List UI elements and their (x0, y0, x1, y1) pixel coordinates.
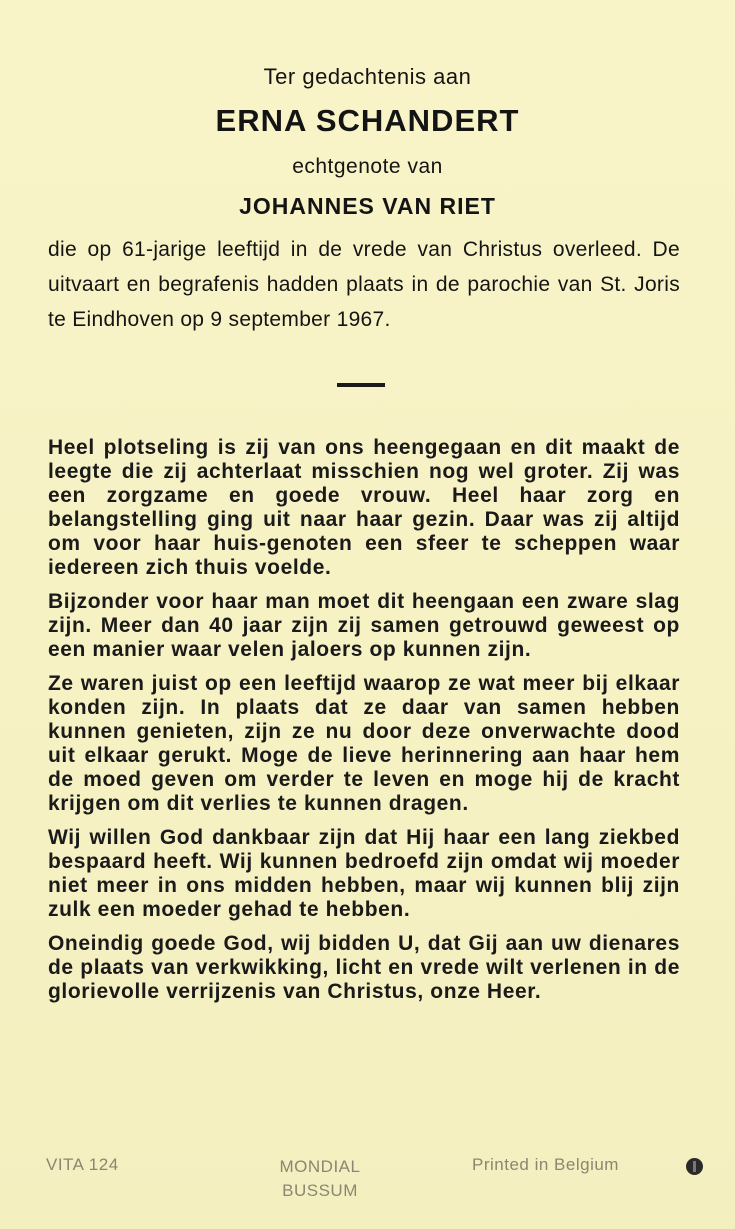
deceased-name: ERNA SCHANDERT (215, 103, 520, 138)
publisher (250, 1155, 390, 1203)
paragraph: Ze waren juist op een leeftijd waarop ze wat meer bij elkaar konden zijn. In plaats dat ze daar van samen hebben kunnen genieten, zijn ze nu door deze onverwachte dood uit elkaar gerukt. Moge de lieve herinnering aan haar hem de moed geven om verder te leven en moge hij de kracht krijgen om dit verlies te kunnen dragen. (48, 672, 680, 815)
divider (337, 383, 385, 387)
publisher-name: MONDIAL (279, 1157, 361, 1176)
spouse-name: JOHANNES VAN RIET (239, 193, 496, 219)
print-code: VITA 124 (46, 1155, 119, 1174)
paragraph: Heel plotseling is zij van ons heengegaan en dit maakt de leegte die zij achterlaat misschien nog wel groter. Zij was een zorgzame en goede vrouw. Heel haar zorg en belangstelling ging uit naar haar gezin. Daar was zij altijd om voor haar huis-genoten een sfeer te scheppen waar iedereen zich thuis voelde. (48, 436, 680, 579)
paragraph: Oneindig goede God, wij bidden U, dat Gij aan uw dienares de plaats van verkwikking, licht en vrede wilt verlenen in de glorievolle verrijzenis van Christus, onze Heer. (48, 932, 680, 1003)
obituary-text: die op 61-jarige leeftijd in de vrede van Christus overleed. De uitvaart en begrafenis hadden plaats in de parochie van St. Joris te Eindhoven op 9 september 1967. (48, 238, 680, 331)
paragraph: Bijzonder voor haar man moet dit heengaan een zware slag zijn. Meer dan 40 jaar zijn zij samen getrouwd geweest op een manier waar velen jaloers op kunnen zijn. (48, 590, 680, 661)
spouse-intro: echtgenote van (292, 155, 443, 178)
printed-in: Printed in Belgium (472, 1155, 619, 1174)
printer-emblem-icon (686, 1158, 703, 1175)
memorial-intro: Ter gedachtenis aan (263, 64, 472, 89)
memorial-text (48, 436, 680, 1014)
publisher-city: BUSSUM (282, 1181, 358, 1200)
paragraph: Wij willen God dankbaar zijn dat Hij haar een lang ziekbed bespaard heeft. Wij kunnen bedroefd zijn omdat wij moeder niet meer in ons midden hebben, maar wij kunnen blij zijn zulk een moeder gehad te hebben. (48, 826, 680, 921)
